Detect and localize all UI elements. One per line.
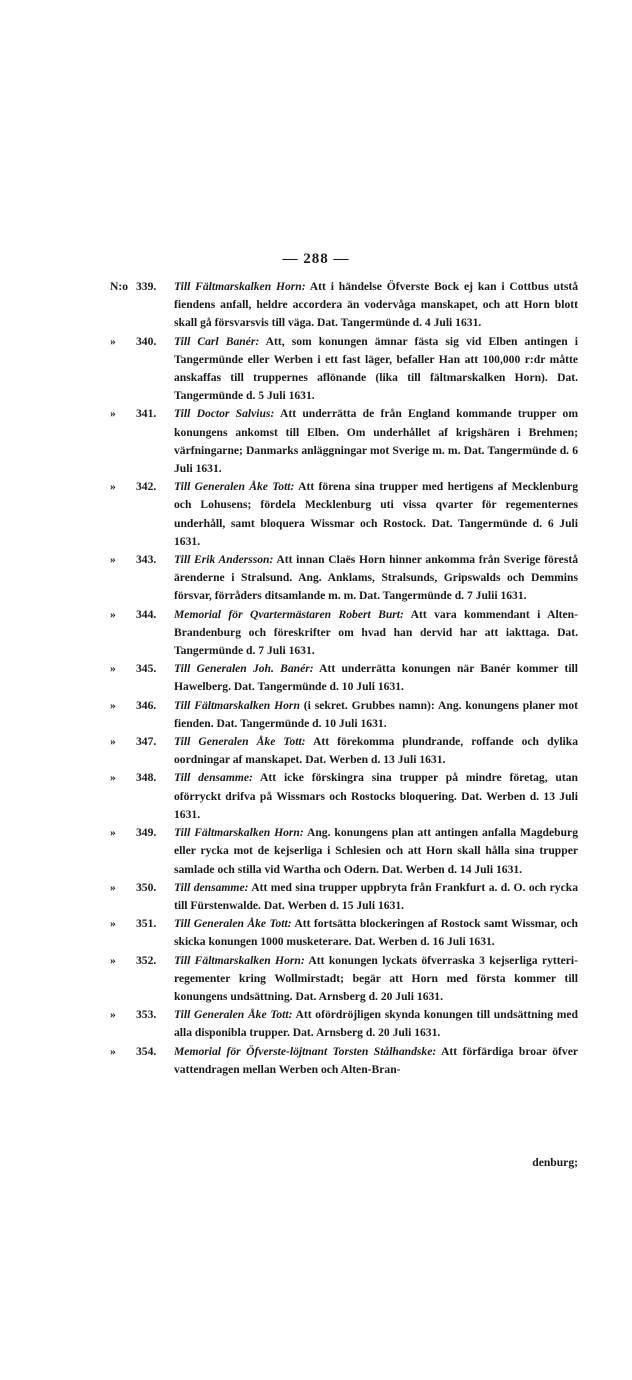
entry-text: Att förena sina trupper med hertigens af Mecklenburg och Lohusens; fördela Mecklenburg uti vissa qvarter för regementernes underhåll, samt bloquera Wissmar och Rostock. Dat. Tangermünde d. 6 Juli 1631. (174, 480, 578, 548)
entry-addressee: Till Fältmarskalken Horn: (174, 280, 306, 293)
entry-addressee: Memorial för Qvartermästaren Robert Burt: (174, 607, 404, 621)
entry-prefix: N:o (110, 280, 129, 293)
entry-number: 346. (136, 698, 157, 712)
entry (0, 1043, 632, 1079)
entry (0, 879, 632, 915)
page-number: — 288 — (282, 251, 350, 267)
entry-text: Att underrätta konungen när Banér kommer till Hawelberg. Dat. Tangermünde d. 10 Juli 1631. (174, 662, 578, 694)
entry-text: Att konungen lyckats öfverraska 3 kejserliga rytteri-regementer kring Wollmirstadt; begär att Horn med första kommer till konungens undsättning. Dat. Arnsberg d. 20 Juli 1631. (174, 953, 578, 1003)
entry-prefix: » (110, 662, 116, 676)
entry-addressee: Till Generalen Åke Tott: (174, 1008, 293, 1022)
entry-number: 354. (136, 1044, 157, 1058)
entry (0, 733, 632, 769)
entry-addressee: Till densamme: (174, 771, 253, 785)
entry (0, 769, 632, 824)
entry-addressee: Till Erik Andersson: (174, 553, 274, 567)
entry (0, 824, 632, 879)
entry-prefix: » (110, 553, 116, 567)
entry-prefix: » (110, 334, 116, 348)
catchword: denburg; (532, 1156, 578, 1169)
entry-text: Att underrätta de från England kommande trupper om konungens ankomst till Elben. Om underhållet af krigshären i Brehmen; värfningarne; Danmarks anläggningar mot Sverige m. m. Dat. Tangermünde d. 6 Juli 1631. (174, 407, 578, 476)
entry (0, 660, 632, 696)
entry-list (0, 278, 632, 1079)
entry-text: Att, som konungen ämnar fästa sig vid Elben antingen i Tangermünde eller Werben i ett fast läger, befaller Han att 100,000 r:dr måtte anskaffas till truppernes aflönande (lika till fältmarskalken Horn). Dat. Tangermünde d. 5 Juli 1631. (174, 334, 579, 403)
entry-text: Att i händelse Öfverste Bock ej kan i Cottbus utstå fiendens anfall, heldre accordera än vodervåga manskapet, och att Horn blott skall gå försvarsvis till väga. Dat. Tangermünde d. 4 Juli 1631. (174, 280, 579, 330)
entry (0, 551, 632, 606)
entry-addressee: Till Fältmarskalken Horn (174, 698, 300, 712)
entry-text: Att förfärdiga broar öfver vattendragen mellan Werben och Alten-Bran- (174, 1044, 578, 1076)
entry-number: 350. (136, 880, 157, 894)
entry-number: 353. (136, 1008, 157, 1022)
entry-number: 347. (136, 735, 157, 749)
entry-prefix: » (110, 407, 116, 421)
entry (0, 606, 632, 661)
entry (0, 915, 632, 951)
entry-number: 348. (136, 771, 157, 785)
entry-prefix: » (110, 480, 116, 494)
entry-prefix: » (110, 826, 116, 840)
entry-number: 351. (136, 917, 157, 931)
entry-text: Att ofördröjligen skynda konungen till undsättning med alla disponibla trupper. Dat. Arnsberg d. 20 Juli 1631. (174, 1008, 578, 1040)
entry-text: Att fortsätta blockeringen af Rostock samt Wissmar, och skicka konungen 1000 musketerare. Dat. Werben d. 16 Juli 1631. (174, 917, 578, 949)
entry (0, 278, 632, 333)
entry-addressee: Till Doctor Salvius: (174, 407, 275, 421)
entry-prefix: » (110, 771, 116, 785)
entry (0, 697, 632, 733)
entry-addressee: Memorial för Öfverste-löjtnant Torsten Stålhandske: (174, 1044, 437, 1058)
entry-prefix: » (110, 917, 116, 931)
entry-text: Att med sina trupper uppbryta från Frankfurt a. d. O. och rycka till Fürstenwalde. Dat. Werben d. 15 Juli 1631. (174, 880, 578, 912)
entry-number: 341. (136, 407, 157, 421)
entry-addressee: Till densamme: (174, 880, 249, 894)
entry (0, 405, 632, 478)
entry-text: Att icke förskingra sina trupper på mindre företag, utan oförryckt drifva på Wissmars och Rostocks bloquering. Dat. Werben d. 13 Juli 1631. (174, 771, 578, 821)
entry-number: 344. (136, 607, 157, 621)
entry-text: Att innan Claës Horn hinner ankomma från Sverige förestå ärenderne i Stralsund. Ang. Anklams, Stralsunds, Gripswalds och Demmins försvar, förråders ditsamlande m. m. Dat. Tangermünde d. 7 Julii 1631. (174, 553, 578, 603)
entry-number: 342. (136, 480, 157, 494)
entry (0, 333, 632, 406)
entry-prefix: » (110, 953, 116, 967)
entry-prefix: » (110, 1044, 116, 1058)
entry (0, 1006, 632, 1042)
entry-prefix: » (110, 698, 116, 712)
entry-number: 349. (136, 826, 157, 840)
entry-number: 339. (136, 280, 157, 293)
entry (0, 952, 632, 1007)
entry-prefix: » (110, 607, 116, 621)
entry-addressee: Till Generalen Åke Tott: (174, 917, 292, 931)
entry-number: 345. (136, 662, 157, 676)
entry-text: Ang. konungens plan att antingen anfalla Magdeburg eller rycka mot de kejserliga i Schlesien och att Horn skall hålla sina trupper samlade och stilla vid Wartha och Odern. Dat. Werben d. 14 Juli 1631. (174, 826, 578, 876)
entry-addressee: Till Generalen Åke Tott: (174, 480, 295, 494)
entry-prefix: » (110, 735, 116, 749)
entry-addressee: Till Generalen Åke Tott: (174, 735, 306, 749)
entry-number: 340. (136, 334, 157, 348)
entry-text: (i sekret. Grubbes namn): Ang. konungens planer mot fienden. Dat. Tangermünde d. 10 Juli 1631. (174, 698, 579, 730)
entry-number: 352. (136, 953, 157, 967)
entry (0, 478, 632, 551)
entry-text: Att vara kommendant i Alten-Brandenburg och föreskrifter om hvad han dervid har att iakttaga. Dat. Tangermünde d. 7 Juli 1631. (174, 607, 578, 658)
entry-addressee: Till Fältmarskalken Horn: (174, 953, 305, 967)
entry-addressee: Till Fältmarskalken Horn: (174, 826, 304, 840)
entry-number: 343. (136, 553, 157, 567)
entry-prefix: » (110, 1008, 116, 1022)
entry-addressee: Till Carl Banér: (174, 334, 260, 348)
entry-prefix: » (110, 880, 116, 894)
entry-text: Att förekomma plundrande, roffande och dylika oordningar af manskapet. Dat. Werben d. 13 Juli 1631. (174, 735, 578, 767)
entry-addressee: Till Generalen Joh. Banér: (174, 662, 314, 676)
